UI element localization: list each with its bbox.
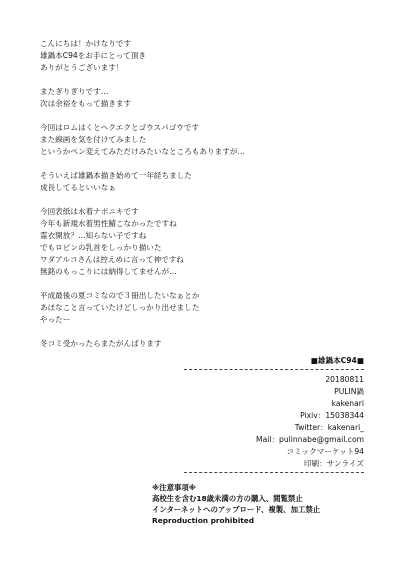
- afterword-paragraph-4: [40, 170, 360, 194]
- afterword-text: [40, 38, 360, 362]
- afterword-paragraph-7: [40, 338, 360, 350]
- afterword-line: そういえば雄鍋本描き始めて一年経ちました: [40, 171, 192, 180]
- colophon-twitter: Twitter：kakenari_: [294, 423, 364, 432]
- colophon-date: 20180811: [325, 375, 364, 384]
- notice-block: [152, 482, 372, 526]
- afterword-line: ありがとうございます！: [40, 63, 124, 72]
- colophon-divider-top: [184, 369, 364, 370]
- colophon-pixiv: Pixiv：15038344: [300, 411, 364, 420]
- notice-heading: ※注意事項※: [152, 483, 196, 492]
- afterword-paragraph-5: [40, 206, 360, 278]
- afterword-line: 今回はロムはくとヘクエクとゴウスパゴウです: [40, 123, 200, 132]
- afterword-line: 成長してるといいなぁ: [40, 183, 116, 192]
- afterword-line: またぎりぎりです…: [40, 87, 109, 96]
- colophon-circle: PULIN鍋: [334, 387, 364, 396]
- afterword-line: 次は余裕をもって描きます: [40, 99, 132, 108]
- notice-upload-restriction: インターネットへのアップロード、複製、加工禁止: [152, 505, 321, 514]
- notice-age-restriction: 高校生を含む18歳未満の方の購入、閲覧禁止: [152, 494, 303, 503]
- afterword-paragraph-1: [40, 38, 360, 74]
- afterword-line: 今年も新規水着男性鯖こなかったですね: [40, 219, 177, 228]
- afterword-line: 冬コミ受かったらまたがんばります: [40, 339, 162, 348]
- afterword-line: こんにちは！かけなりです: [40, 39, 132, 48]
- afterword-paragraph-6: [40, 290, 360, 326]
- colophon: [184, 355, 364, 477]
- afterword-line: 今回表紙は水着ナポニキです: [40, 207, 139, 216]
- afterword-line: というかペン変えてみただけみたいなところもありますが…: [40, 147, 246, 156]
- afterword-line: 平成最後の夏コミなので３冊出したいなぁとか: [40, 291, 200, 300]
- afterword-line: 無銘のもっこりには納得してませんが…: [40, 267, 177, 276]
- colophon-printer: 印刷：サンライズ: [303, 459, 364, 468]
- notice-reproduction: Reproduction prohibited: [152, 516, 255, 525]
- afterword-line: あほなこと言っていたけどしっかり出せました: [40, 303, 200, 312]
- afterword-line: また線画を気を付けてみました: [40, 135, 147, 144]
- afterword-line: ワダアルコさんは控えめに言って神ですね: [40, 255, 184, 264]
- afterword-line: やったー: [40, 315, 71, 324]
- afterword-line: 霊衣開放？…知らない子ですね: [40, 231, 147, 240]
- afterword-line: でもロビンの乳首をしっかり描いた: [40, 243, 162, 252]
- afterword-paragraph-2: [40, 86, 360, 110]
- colophon-divider-bottom: [184, 472, 364, 473]
- colophon-event: コミックマーケット94: [286, 447, 364, 456]
- afterword-paragraph-3: [40, 122, 360, 158]
- colophon-author: kakenari: [331, 399, 364, 408]
- colophon-mail: Mail：pulinnabe@gmail.com: [256, 435, 364, 444]
- colophon-title: ■雄鍋本C94■: [310, 356, 364, 365]
- afterword-line: 雄鍋本C94をお手にとって頂き: [40, 51, 146, 60]
